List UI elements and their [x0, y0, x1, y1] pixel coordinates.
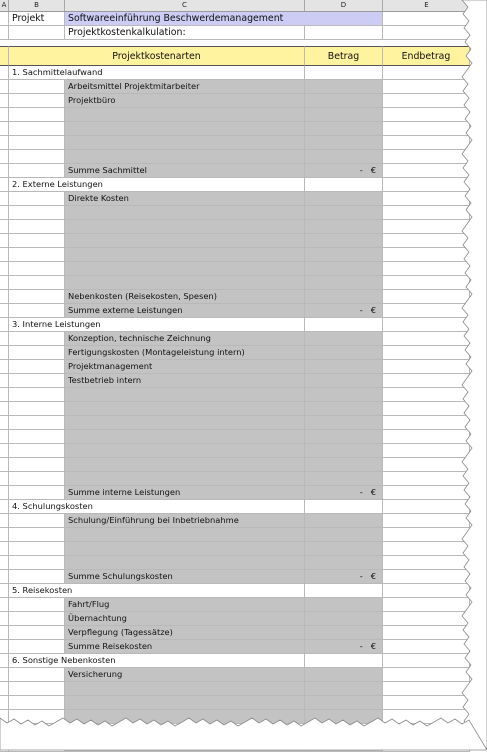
project-label[interactable]: Projekt: [9, 12, 65, 26]
sum-value: -: [359, 571, 363, 581]
header-kostenarten[interactable]: Projektkostenarten: [9, 46, 305, 66]
section-title[interactable]: 1. Sachmittelaufwand: [9, 66, 305, 80]
currency-symbol: €: [370, 571, 376, 581]
currency-symbol: €: [370, 165, 376, 175]
item-label[interactable]: Arbeitsmittel Projektmitarbeiter: [65, 80, 305, 94]
header-endbetrag[interactable]: Endbetrag: [383, 46, 470, 66]
currency-symbol: €: [370, 487, 376, 497]
section-title[interactable]: 5. Reisekosten: [9, 584, 305, 598]
item-label[interactable]: Fahrt/Flug: [65, 598, 305, 612]
section-title[interactable]: 3. Interne Leistungen: [9, 318, 305, 332]
column-header-a[interactable]: A: [0, 0, 9, 11]
item-label[interactable]: Versicherung: [65, 668, 305, 682]
currency-symbol: €: [370, 641, 376, 651]
column-header-b[interactable]: B: [9, 0, 65, 11]
torn-edge-bottom-shape: [0, 718, 487, 750]
item-label[interactable]: Testbetrieb intern: [65, 374, 305, 388]
section-title[interactable]: 6. Sonstige Nebenkosten: [9, 654, 305, 668]
project-subtitle[interactable]: Projektkostenkalkulation:: [65, 26, 305, 40]
header-betrag[interactable]: Betrag: [305, 46, 383, 66]
currency-symbol: €: [370, 305, 376, 315]
sum-label[interactable]: Summe Schulungskosten: [65, 570, 305, 584]
torn-edge-right-shape: [462, 0, 487, 750]
sum-value: -: [359, 641, 363, 651]
sum-value: -: [359, 165, 363, 175]
sum-value: -: [359, 487, 363, 497]
sum-label[interactable]: Summe externe Leistungen: [65, 304, 305, 318]
sum-label[interactable]: Summe Reisekosten: [65, 640, 305, 654]
column-header-c[interactable]: C: [65, 0, 305, 11]
sum-label[interactable]: Summe Sachmittel: [65, 164, 305, 178]
item-label[interactable]: Direkte Kosten: [65, 192, 305, 206]
item-label[interactable]: Fertigungskosten (Montageleistung intern): [65, 346, 305, 360]
item-label[interactable]: Schulung/Einführung bei Inbetriebnahme: [65, 514, 305, 528]
sum-label[interactable]: Summe interne Leistungen: [65, 486, 305, 500]
item-label[interactable]: Projektbüro: [65, 94, 305, 108]
item-label[interactable]: Konzeption, technische Zeichnung: [65, 332, 305, 346]
column-header-d[interactable]: D: [305, 0, 383, 11]
sum-value: -: [359, 305, 363, 315]
section-title[interactable]: 2. Externe Leistungen: [9, 178, 305, 192]
item-label[interactable]: Verpflegung (Tagessätze): [65, 626, 305, 640]
column-header-e[interactable]: E: [424, 1, 429, 9]
item-label[interactable]: Übernachtung: [65, 612, 305, 626]
item-label[interactable]: Nebenkosten (Reisekosten, Spesen): [65, 290, 305, 304]
project-name[interactable]: Softwareeinführung Beschwerdemanagement: [65, 12, 383, 26]
item-label[interactable]: Projektmanagement: [65, 360, 305, 374]
section-title[interactable]: 4. Schulungskosten: [9, 500, 305, 514]
